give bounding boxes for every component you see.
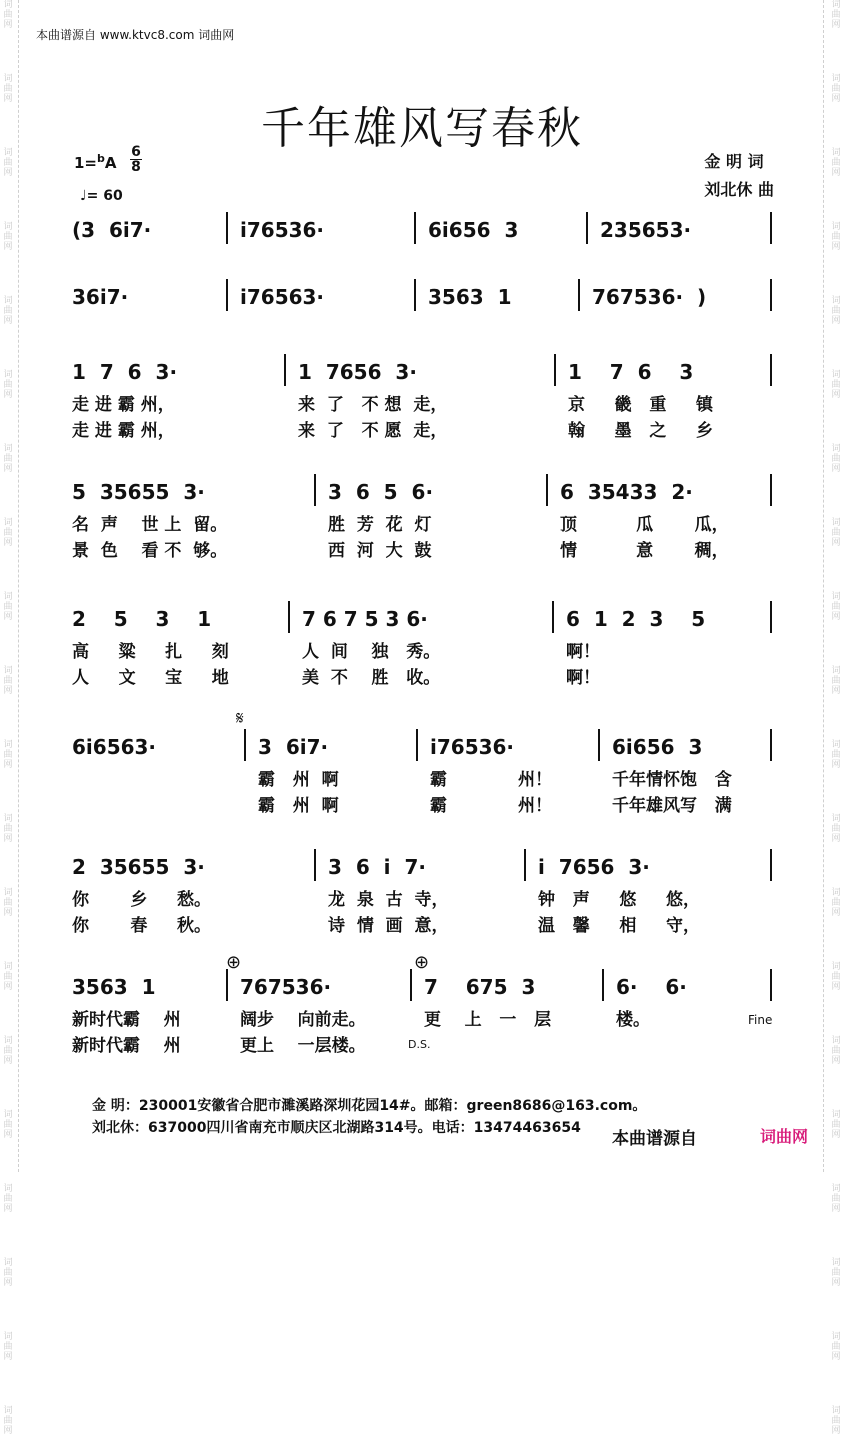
measure-notes: 2 35655 3· [72,855,205,879]
lyric-measure: 来 了 不 想 走， [298,395,448,415]
barline [552,601,554,633]
watermark-text: 词曲网 [831,1184,841,1214]
note-line [72,285,772,315]
watermark-text: 词曲网 [831,592,841,622]
lyric-measure: 更上 一层楼。 [240,1036,366,1056]
barline [602,969,604,1001]
watermark-text: 词曲网 [831,888,841,918]
measure-notes: 6i656 3 [428,218,519,242]
lyric-measure: 美 不 胜 收。 [302,668,441,688]
watermark-text: 词曲网 [3,1406,13,1436]
measure-notes: 6 1 2 3 5 [566,607,706,631]
note-line [72,735,772,765]
lyric-measure: 高 粱 扎 刻 [72,642,229,662]
watermark-left [0,0,16,1436]
watermark-text: 词曲网 [3,222,13,252]
lyric-measure: 胜 芳 花 灯 [328,515,432,535]
watermark-text: 词曲网 [831,1110,841,1140]
barline [546,474,548,506]
measure-notes: 3563 1 [72,975,156,999]
watermark-text: 词曲网 [3,592,13,622]
lyric-measure: 诗 情 画 意， [328,916,449,936]
time-signature: 6 8 [131,144,141,175]
watermark-text: 词曲网 [3,444,13,474]
watermark-text: 词曲网 [831,962,841,992]
barline [586,212,588,244]
measure-notes: 2 5 3 1 [72,607,212,631]
barline [288,601,290,633]
measure-notes: 5 35655 3· [72,480,205,504]
watermark-text: 词曲网 [3,1110,13,1140]
lyric-measure: 翰 墨 之 乡 [568,421,713,441]
barline [770,969,772,1001]
lyric-measure: 名 声 世 上 留。 [72,515,228,535]
lyric-measure: 啊！ [566,642,600,662]
measure-notes: i 7656 3· [538,855,650,879]
watermark-text: 词曲网 [831,148,841,178]
measure-notes: (3 6i7· [72,218,152,242]
note-line [72,607,772,637]
lyric-measure: 霸 州 啊 [258,770,339,790]
lyric-measure: 新时代霸 州 [72,1010,181,1030]
lyric-measure: 走 进 霸 州， [72,421,175,441]
lyric-measure: 人 间 独 秀。 [302,642,441,662]
watermark-text: 词曲网 [3,1184,13,1214]
watermark-text: 词曲网 [831,1258,841,1288]
barline [770,601,772,633]
barline [578,279,580,311]
watermark-text: 词曲网 [831,1406,841,1436]
barline [226,279,228,311]
lyric-measure: 景 色 看 不 够。 [72,541,228,561]
composer: 刘北休 曲 [704,180,774,199]
key-signature: 1=$^b$A [74,152,117,172]
divider-left [18,0,19,1172]
measure-notes: 7 675 3 [424,975,536,999]
measure-notes: 1 7 6 3· [72,360,178,384]
measure-notes: 3 6i7· [258,735,329,759]
lyric-measure: 西 河 大 鼓 [328,541,432,561]
divider-right [823,0,824,1172]
barline [598,729,600,761]
barline [770,474,772,506]
measure-notes: 6i656 3 [612,735,703,759]
tempo-mark: ♩= 60 [80,188,123,204]
measure-notes: 235653· [600,218,692,242]
song-title: 千年雄风写春秋 [261,103,583,154]
coda-mark: ⊕ [414,952,430,973]
watermark-text: 词曲网 [3,1036,13,1066]
measure-notes: 6i6563· [72,735,157,759]
lyric-measure: 楼。 [616,1010,650,1030]
lyric-measure: 龙 泉 古 寺， [328,890,449,910]
watermark-text: 词曲网 [3,370,13,400]
watermark-text: 词曲网 [831,444,841,474]
watermark-text: 词曲网 [3,666,13,696]
measure-notes: i76536· [430,735,515,759]
watermark-text: 词曲网 [3,888,13,918]
barline [244,729,246,761]
barline [284,354,286,386]
measure-notes: 6· 6· [616,975,687,999]
barline [770,212,772,244]
brand-logo: 词曲网 [760,1127,809,1146]
watermark-text: 词曲网 [831,1332,841,1362]
lyricist: 金 明 词 [704,152,764,171]
brand-source: 本曲谱源自 [612,1129,697,1149]
lyric-measure: 走 进 霸 州， [72,395,175,415]
measure-notes: 3 6 i 7· [328,855,426,879]
lyric-measure: 来 了 不 愿 走， [298,421,448,441]
measure-notes: 6 35433 2· [560,480,693,504]
watermark-text: 词曲网 [831,740,841,770]
watermark-text: 词曲网 [831,296,841,326]
note-line [72,480,772,510]
fine-mark: Fine [748,1013,773,1027]
watermark-text: 词曲网 [3,518,13,548]
measure-notes: 1 7656 3· [298,360,417,384]
contact-composer: 刘北休：637000四川省南充市顺庆区北湖路314号。电话：13474463654 [92,1120,581,1136]
lyric-measure: 你 乡 愁。 [72,890,212,910]
measure-notes: 36i7· [72,285,129,309]
watermark-text: 词曲网 [831,222,841,252]
measure-notes: 7 6 7 5 3 6· [302,607,428,631]
measure-notes: 767536· [240,975,332,999]
lyric-measure: 千年情怀饱 含 [612,770,732,790]
watermark-text: 词曲网 [831,1036,841,1066]
source-note: 本曲谱源自 www.ktvc8.com 词曲网 [36,28,235,42]
note-line [72,855,772,885]
watermark-text: 词曲网 [3,962,13,992]
measure-notes: 767536· ) [592,285,707,309]
barline [410,969,412,1001]
watermark-text: 词曲网 [3,1258,13,1288]
lyric-measure: 阔步 向前走。 [240,1010,366,1030]
barline [770,729,772,761]
lyric-measure: 你 春 秋。 [72,916,212,936]
watermark-text: 词曲网 [831,370,841,400]
watermark-text: 词曲网 [831,0,841,30]
watermark-text: 词曲网 [3,296,13,326]
barline [770,849,772,881]
barline [770,279,772,311]
lyric-measure: 钟 声 悠 悠， [538,890,700,910]
watermark-text: 词曲网 [3,1332,13,1362]
ds-mark: D.S. [408,1038,431,1051]
measure-notes: i76563· [240,285,325,309]
barline [414,279,416,311]
watermark-text: 词曲网 [831,666,841,696]
lyric-measure: 顶 瓜 瓜， [560,515,729,535]
watermark-text: 词曲网 [3,814,13,844]
watermark-text: 词曲网 [831,814,841,844]
barline [770,354,772,386]
credits [704,148,774,204]
barline [226,969,228,1001]
lyric-measure: 啊！ [566,668,600,688]
watermark-text: 词曲网 [3,148,13,178]
contact-footer [92,1095,646,1139]
segno-mark: 𝄋 [236,708,244,729]
measure-notes: 1 7 6 3 [568,360,694,384]
lyric-measure: 人 文 宝 地 [72,668,229,688]
lyric-measure: 情 意 稠， [560,541,729,561]
note-line [72,975,772,1005]
lyric-measure: 新时代霸 州 [72,1036,181,1056]
lyric-measure: 霸 州！ [430,796,553,816]
barline [554,354,556,386]
barline [416,729,418,761]
measure-notes: 3 6 5 6· [328,480,434,504]
lyric-measure: 霸 州！ [430,770,553,790]
barline [314,474,316,506]
measure-notes: 3563 1 [428,285,512,309]
watermark-text: 词曲网 [831,518,841,548]
coda-mark: ⊕ [226,952,242,973]
lyric-measure: 更 上 一 层 [424,1010,552,1030]
lyric-measure: 霸 州 啊 [258,796,339,816]
barline [314,849,316,881]
barline [524,849,526,881]
watermark-right [828,0,844,1436]
lyric-measure: 温 馨 相 守， [538,916,700,936]
note-line [72,360,772,390]
barline [226,212,228,244]
lyric-measure: 京 畿 重 镇 [568,395,713,415]
watermark-text: 词曲网 [3,74,13,104]
measure-notes: i76536· [240,218,325,242]
note-line [72,218,772,248]
watermark-text: 词曲网 [3,0,13,30]
contact-lyricist: 金 明：230001安徽省合肥市濉溪路深圳花园14#。邮箱：green8686@163.com。 [92,1098,647,1114]
lyric-measure: 千年雄风写 满 [612,796,732,816]
barline [414,212,416,244]
watermark-text: 词曲网 [3,740,13,770]
watermark-text: 词曲网 [831,74,841,104]
